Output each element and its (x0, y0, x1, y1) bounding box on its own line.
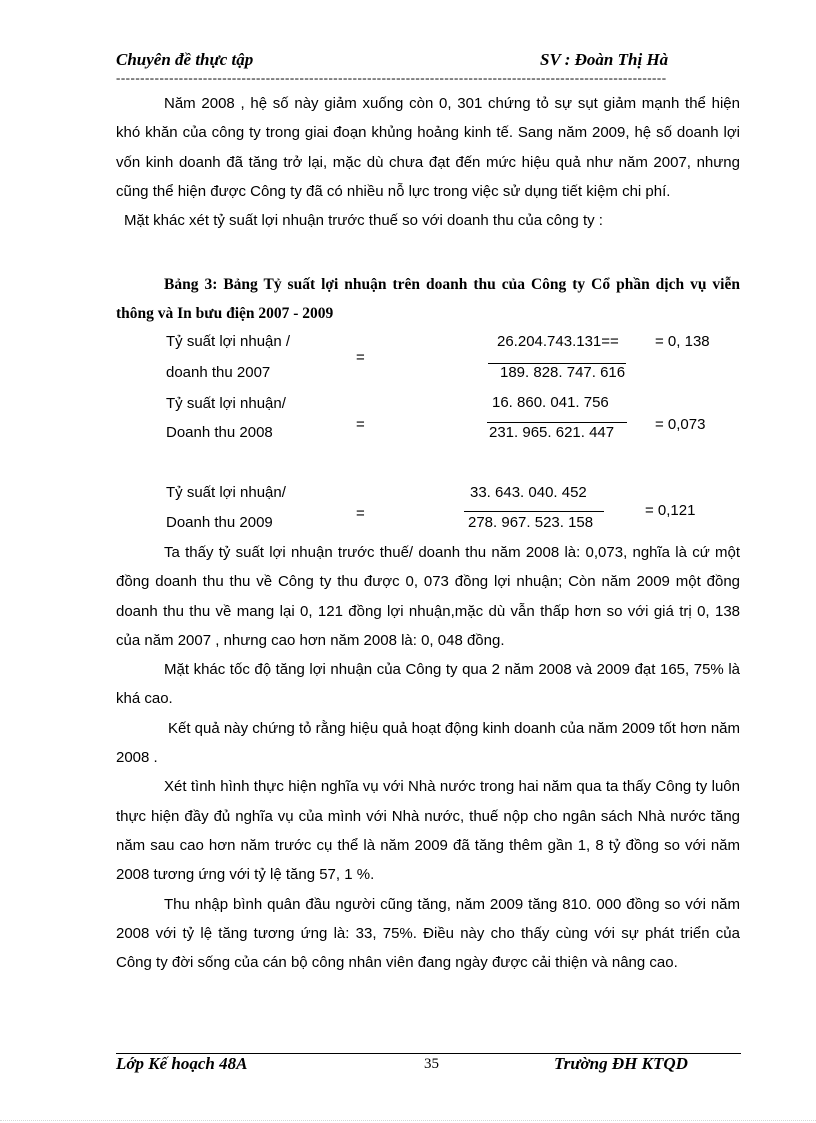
intro-section (116, 89, 740, 235)
formula-numerator: 33. 643. 040. 452 (470, 484, 587, 501)
fraction-bar (464, 511, 604, 512)
formula-label-line2: doanh thu 2007 (166, 364, 271, 381)
page-bottom-edge (0, 1120, 816, 1121)
formula-label-line1: Tỷ suất lợi nhuận/ (166, 395, 286, 412)
formula-numerator: 26.204.743.131== (497, 333, 619, 350)
formula-result: = 0,073 (655, 416, 706, 433)
formula-label-line2: Doanh thu 2008 (166, 424, 273, 441)
analysis-paragraph: Mặt khác tốc độ tăng lợi nhuận của Công ty qua 2 năm 2008 và 2009 đạt 165, 75% là khá cao. (116, 661, 740, 708)
page-number: 35 (424, 1056, 439, 1072)
analysis-paragraph: Thu nhập bình quân đầu người cũng tăng, năm 2009 tăng 810. 000 đồng so với năm 2008 với tỷ lệ tăng tương ứng là: 33, 75%. Điều này cho thấy cùng với sự phát triển của Công ty đời sống của cán bộ công nhân viên đang ngày được cải thiện và nâng cao. (116, 895, 740, 972)
formula-denominator: 189. 828. 747. 616 (500, 364, 626, 381)
analysis-paragraph: Ta thấy tỷ suất lợi nhuận trước thuế/ doanh thu năm 2008 là: 0,073, nghĩa là cứ một đồng doanh thu thu về Công ty thu được 0, 073 đồng lợi nhuận; Còn năm 2009 một đồng doanh thu thu về mang lại 0, 121 đồng lợi nhuận,mặc dù vẫn thấp hơn so với giá trị 0, 138 của năm 2007 , nhưng cao hơn năm 2008 là: 0, 048 đồng. (116, 544, 740, 649)
header-divider: ------------------------------------------------------------------------------------------------------------------ (116, 70, 667, 85)
analysis-paragraph: Xét tình hình thực hiện nghĩa vụ với Nhà nước trong hai năm qua ta thấy Công ty luôn thực hiện đầy đủ nghĩa vụ của mình với Nhà nước, thuế nộp cho ngân sách Nhà nước tăng năm sau cao hơn năm trước cụ thể là năm 2009 đã tăng thêm gần 1, 8 tỷ đồng so với năm 2008 tương ứng với tỷ lệ tăng 57, 1 %. (116, 778, 740, 884)
footer-school: Trường ĐH KTQD (554, 1054, 688, 1073)
header-left-title: Chuyên đề thực tập (116, 50, 254, 69)
formula-equals: = (356, 505, 365, 522)
formula-label-line2: Doanh thu 2009 (166, 514, 273, 531)
intro-paragraph: Năm 2008 , hệ số này giảm xuống còn 0, 301 chứng tỏ sự sụt giảm mạnh thể hiện khó khăn của công ty trong giai đoạn khủng hoảng kinh tế. Sang năm 2009, hệ số doanh lợi vốn kinh doanh đã tăng trở lại, mặc dù chưa đạt đến mức hiệu quả như năm 2007, nhưng cũng thể hiện được Công ty đã có nhiều nỗ lực trong việc sử dụng tiết kiệm chi phí. (116, 95, 740, 200)
analysis-section (116, 538, 740, 977)
formula-numerator: 16. 860. 041. 756 (492, 394, 609, 411)
formula-result: = 0, 138 (655, 333, 710, 350)
table-caption (116, 270, 740, 328)
formula-label-line1: Tỷ suất lợi nhuận / (166, 333, 291, 350)
header-author: SV : Đoàn Thị Hà (540, 50, 669, 69)
formula-equals: = (356, 349, 365, 366)
fraction-bar (487, 422, 627, 423)
formula-equals: = (356, 416, 365, 433)
analysis-paragraph: Kết quả này chứng tỏ rằng hiệu quả hoạt động kinh doanh của năm 2009 tốt hơn năm 2008 . (116, 719, 740, 767)
footer-class: Lớp Kế hoạch 48A (116, 1054, 248, 1073)
table-caption-text: Bảng 3: Bảng Tỷ suất lợi nhuận trên doanh thu của Công ty Cổ phần dịch vụ viễn thông và In bưu điện 2007 - 2009 (116, 276, 740, 322)
formula-denominator: 278. 967. 523. 158 (468, 514, 594, 531)
formula-result: = 0,121 (645, 502, 696, 519)
formula-denominator: 231. 965. 621. 447 (489, 424, 615, 441)
intro-lead-paragraph: Mặt khác xét tỷ suất lợi nhuận trước thuế so với doanh thu của công ty : (124, 212, 603, 230)
formula-label-line1: Tỷ suất lợi nhuận/ (166, 484, 286, 501)
